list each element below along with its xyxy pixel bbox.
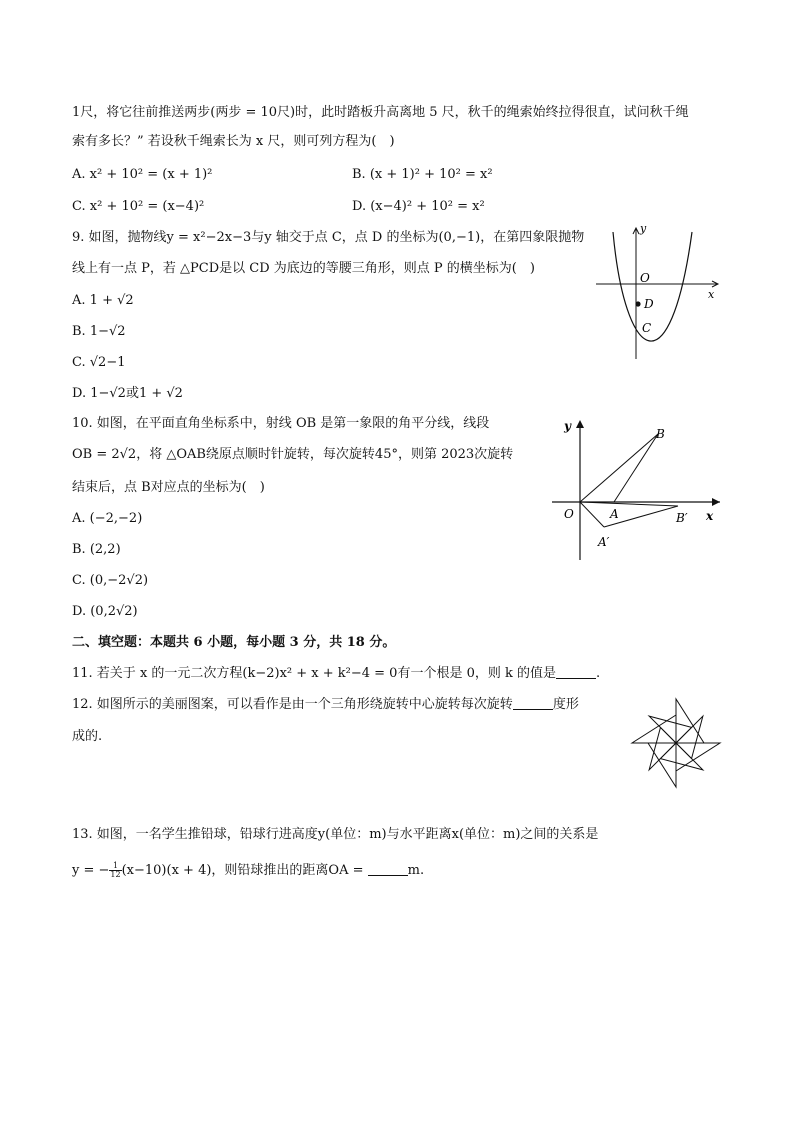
q10-rotation-figure xyxy=(548,414,728,564)
q9-option-c xyxy=(72,354,125,372)
q13-answer-blank[interactable] xyxy=(368,863,408,876)
q10-option-b xyxy=(72,541,121,559)
pinwheel-blade xyxy=(676,743,720,771)
q12-line-2: 成的. xyxy=(72,729,103,744)
q13-fraction xyxy=(109,862,121,879)
segment-ab xyxy=(614,434,658,502)
q9-option-d xyxy=(72,385,183,403)
q11-answer-blank[interactable] xyxy=(556,666,596,679)
q13-eq-start: y = − xyxy=(72,863,110,878)
point-a-prime-label: A′ xyxy=(598,535,610,549)
q8-option-c xyxy=(72,198,204,216)
option-expr: (0,2√2) xyxy=(90,604,138,619)
q8-option-b xyxy=(352,166,493,184)
option-letter: A. xyxy=(72,167,86,182)
option-letter: A. xyxy=(72,511,86,526)
q10-line-2: OB = 2√2，将 △OAB绕原点顺时针旋转，每次旋转45°，则第 2023次旋转 xyxy=(72,447,514,462)
q9-option-b xyxy=(72,323,126,341)
fraction-denominator: 12 xyxy=(110,870,121,879)
option-letter: B. xyxy=(72,542,86,557)
option-expr: (x−4)² + 10² = x² xyxy=(370,199,485,214)
option-letter: C. xyxy=(72,573,86,588)
option-expr: x² + 10² = (x−4)² xyxy=(89,199,205,214)
fraction-numerator: 1 xyxy=(109,862,121,871)
pinwheel-blade xyxy=(632,715,676,743)
pinwheel-blade xyxy=(648,743,676,787)
point-d xyxy=(635,301,640,306)
point-b-prime-label: B′ xyxy=(676,511,688,525)
q9-option-a xyxy=(72,292,134,310)
option-expr: (2,2) xyxy=(89,542,121,557)
segment-ob-prime xyxy=(580,502,678,506)
y-axis-label: y xyxy=(640,222,647,235)
pinwheel-blade xyxy=(660,743,702,785)
q13-unit: m. xyxy=(407,863,425,878)
parabola-curve xyxy=(613,232,692,341)
option-expr: x² + 10² = (x + 1)² xyxy=(89,167,213,182)
option-expr: 1−√2 xyxy=(89,324,126,339)
option-letter: D. xyxy=(352,199,367,214)
q10-option-c xyxy=(72,572,148,590)
q12-text: 12. 如图所示的美丽图案，可以看作是由一个三角形绕旋转中心旋转每次旋转 xyxy=(72,697,513,712)
section-2-title: 二、填空题：本题共 6 小题，每小题 3 分，共 18 分。 xyxy=(72,635,396,650)
option-letter: B. xyxy=(352,167,366,182)
option-letter: A. xyxy=(72,293,86,308)
point-c-label: C xyxy=(642,321,652,335)
pinwheel-blade xyxy=(676,699,704,743)
option-expr: (x + 1)² + 10² = x² xyxy=(369,167,493,182)
x-axis-arrow xyxy=(712,498,720,506)
pinwheel-blade xyxy=(634,727,676,769)
q8-option-d xyxy=(352,198,485,216)
q12-answer-blank[interactable] xyxy=(513,697,553,710)
q12-line-1 xyxy=(72,696,579,714)
y-axis-arrow xyxy=(576,420,584,428)
point-d-label: D xyxy=(644,297,654,311)
option-letter: B. xyxy=(72,324,86,339)
q12-text-end: 度形 xyxy=(552,697,579,712)
point-a-label: A xyxy=(610,507,619,521)
q9-line-1: 9. 如图，抛物线y = x²−2x−3与y 轴交于点 C，点 D 的坐标为(0,−1)，在第四象限抛物 xyxy=(72,230,585,245)
option-expr: √2−1 xyxy=(89,355,126,370)
q8-line-2: 索有多长？” 若设秋千绳索长为 x 尺，则可列方程为( ) xyxy=(72,134,395,149)
q12-pinwheel-figure xyxy=(630,697,722,789)
q10-line-1: 10. 如图，在平面直角坐标系中，射线 OB 是第一象限的角平分线，线段 xyxy=(72,416,490,431)
q9-parabola-figure xyxy=(590,222,725,364)
q10-line-3: 结束后，点 B对应点的坐标为( ) xyxy=(72,480,265,495)
option-letter: D. xyxy=(72,386,87,401)
option-expr: 1 + √2 xyxy=(89,293,134,308)
option-expr: 1−√2或1 + √2 xyxy=(90,386,183,401)
q13-line-2 xyxy=(72,862,424,880)
q13-eq-rest: (x−10)(x + 4)，则铅球推出的距离OA = xyxy=(121,863,364,878)
pinwheel-blade xyxy=(649,701,691,743)
segment-oa-prime xyxy=(580,502,604,527)
q11-end: . xyxy=(596,666,601,681)
q9-line-2: 线上有一点 P，若 △PCD是以 CD 为底边的等腰三角形，则点 P 的横坐标为( ) xyxy=(72,261,535,276)
point-b-label: B xyxy=(656,427,665,441)
origin-label: O xyxy=(564,507,574,521)
origin-label: O xyxy=(640,271,650,285)
option-letter: D. xyxy=(72,604,87,619)
q11-line xyxy=(72,665,600,683)
x-axis-label: x xyxy=(706,509,714,523)
option-letter: C. xyxy=(72,199,86,214)
segment-ob xyxy=(580,434,658,502)
option-letter: C. xyxy=(72,355,86,370)
q11-text: 11. 若关于 x 的一元二次方程(k−2)x² + x + k²−4 = 0有一个根是 0，则 k 的值是 xyxy=(72,666,557,681)
q8-option-a xyxy=(72,166,212,184)
x-axis-label: x xyxy=(708,288,715,301)
y-axis-label: y xyxy=(564,419,571,433)
q10-option-a xyxy=(72,510,142,528)
q8-line-1: 1尺，将它往前推送两步(两步 = 10尺)时，此时踏板升高离地 5 尺，秋千的绳索始终拉得很直，试问秋千绳 xyxy=(72,105,689,120)
option-expr: (0,−2√2) xyxy=(89,573,149,588)
option-expr: (−2,−2) xyxy=(89,511,143,526)
q13-line-1: 13. 如图，一名学生推铅球，铅球行进高度y(单位：m)与水平距离x(单位：m)之间的关系是 xyxy=(72,827,599,842)
q10-option-d xyxy=(72,603,138,621)
